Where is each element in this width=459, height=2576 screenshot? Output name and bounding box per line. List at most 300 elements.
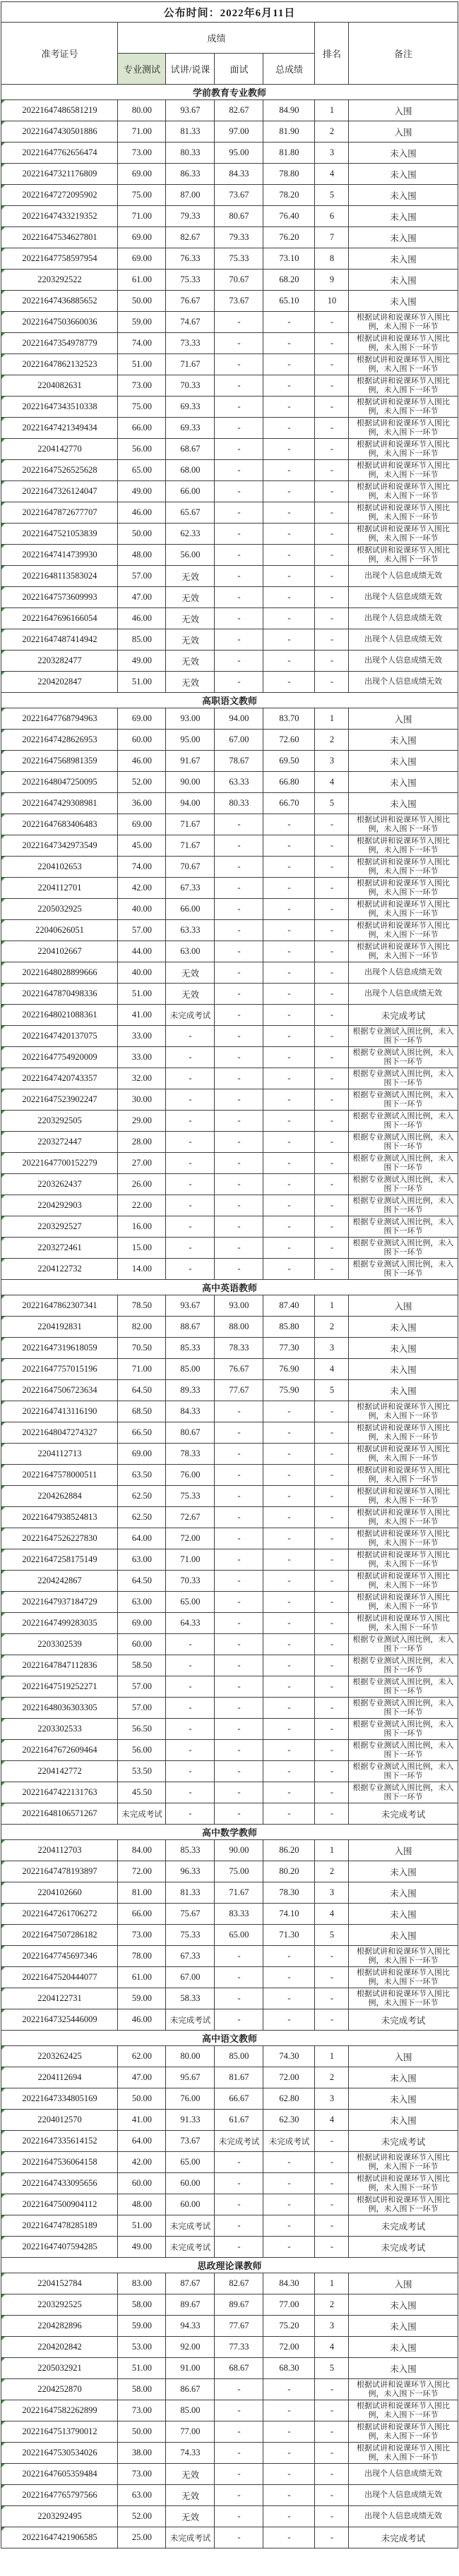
section-title: 高中英语教师 bbox=[1, 1280, 458, 1295]
interview-score-cell: - bbox=[215, 1111, 263, 1132]
pro-test-score-cell: 62.50 bbox=[118, 1507, 166, 1528]
pro-test-score-cell: 56.50 bbox=[118, 1719, 166, 1740]
interview-score-cell: 68.67 bbox=[215, 2358, 263, 2379]
total-score-cell: - bbox=[263, 2506, 315, 2527]
pro-test-score-cell: 50.00 bbox=[118, 291, 166, 312]
admission-no-cell: 2203262437 bbox=[1, 1174, 118, 1195]
pro-test-score-cell: 78.00 bbox=[118, 1946, 166, 1967]
interview-score-cell: - bbox=[215, 1422, 263, 1444]
lecture-score-cell: 无效 bbox=[166, 566, 215, 587]
pro-test-score-cell: 85.00 bbox=[118, 629, 166, 651]
remark-cell: 未完成考试 bbox=[349, 1803, 458, 1825]
remark-cell: 根据专业测试入围比例，未入围下一环节 bbox=[349, 1782, 458, 1803]
total-score-cell: - bbox=[263, 1761, 315, 1782]
pro-test-score-cell: 58.00 bbox=[118, 2294, 166, 2316]
admission-no-cell: 20221647582262899 bbox=[1, 2400, 118, 2421]
admission-no-cell: 20221647258175149 bbox=[1, 1549, 118, 1571]
rank-cell: - bbox=[315, 2379, 349, 2400]
lecture-score-cell: 70.67 bbox=[166, 857, 215, 878]
total-score-cell: - bbox=[263, 1259, 315, 1280]
admission-no-cell: 20221647422131763 bbox=[1, 1782, 118, 1803]
total-score-cell: - bbox=[263, 2485, 315, 2506]
lecture-score-cell: 未完成考试 bbox=[166, 1005, 215, 1026]
total-score-cell: - bbox=[263, 1740, 315, 1761]
total-score-cell: - bbox=[263, 1592, 315, 1613]
total-score-cell: - bbox=[263, 2173, 315, 2194]
admission-no-cell: 20221647872677707 bbox=[1, 502, 118, 524]
lecture-score-cell: 69.33 bbox=[166, 397, 215, 418]
column-header-rank: 排名 bbox=[315, 23, 349, 85]
interview-score-cell: - bbox=[215, 1259, 263, 1280]
total-score-cell: 65.10 bbox=[263, 291, 315, 312]
remark-cell: 根据试讲和说课环节入围比例，未入围下一环节 bbox=[349, 857, 458, 878]
remark-cell: 入围 bbox=[349, 1840, 458, 1861]
admission-no-cell: 2203302539 bbox=[1, 1634, 118, 1655]
interview-score-cell: - bbox=[215, 608, 263, 629]
total-score-cell: - bbox=[263, 1216, 315, 1238]
pro-test-score-cell: 60.00 bbox=[118, 2173, 166, 2194]
pro-test-score-cell: 15.00 bbox=[118, 1238, 166, 1259]
pro-test-score-cell: 64.00 bbox=[118, 2131, 166, 2152]
remark-cell: 未完成考试 bbox=[349, 2131, 458, 2152]
total-score-cell: - bbox=[263, 984, 315, 1005]
interview-score-cell: - bbox=[215, 1698, 263, 1719]
admission-no-cell: 2204202842 bbox=[1, 2337, 118, 2358]
pro-test-score-cell: 47.00 bbox=[118, 2067, 166, 2088]
pro-test-score-cell: 48.00 bbox=[118, 2194, 166, 2215]
interview-score-cell: 97.00 bbox=[215, 121, 263, 143]
total-score-cell: 77.00 bbox=[263, 2294, 315, 2316]
admission-no-cell: 20221647486581219 bbox=[1, 100, 118, 121]
interview-score-cell: 77.67 bbox=[215, 1380, 263, 1401]
total-score-cell: 81.80 bbox=[263, 143, 315, 164]
admission-no-cell: 2203292527 bbox=[1, 1216, 118, 1238]
admission-no-cell: 20221647534627801 bbox=[1, 227, 118, 248]
rank-cell: - bbox=[315, 545, 349, 566]
lecture-score-cell: 87.00 bbox=[166, 185, 215, 206]
total-score-cell: 78.80 bbox=[263, 164, 315, 185]
pro-test-score-cell: 64.00 bbox=[118, 1528, 166, 1549]
interview-score-cell: 85.00 bbox=[215, 2046, 263, 2067]
admission-no-cell: 20221647354978779 bbox=[1, 333, 118, 354]
total-score-cell: 66.70 bbox=[263, 793, 315, 814]
interview-score-cell: - bbox=[215, 1195, 263, 1216]
pro-test-score-cell: 73.00 bbox=[118, 1925, 166, 1946]
admission-no-cell: 20221647530534026 bbox=[1, 2443, 118, 2464]
admission-no-cell: 20221647519252271 bbox=[1, 1676, 118, 1698]
interview-score-cell: 79.33 bbox=[215, 227, 263, 248]
admission-no-cell: 20221647754920009 bbox=[1, 1047, 118, 1068]
lecture-score-cell: - bbox=[166, 1761, 215, 1782]
lecture-score-cell: 76.00 bbox=[166, 1465, 215, 1486]
rank-cell: 4 bbox=[315, 164, 349, 185]
interview-score-cell: - bbox=[215, 1761, 263, 1782]
admission-no-cell: 2205032925 bbox=[1, 899, 118, 920]
rank-cell: 3 bbox=[315, 2316, 349, 2337]
pro-test-score-cell: 71.00 bbox=[118, 121, 166, 143]
pro-test-score-cell: 75.00 bbox=[118, 185, 166, 206]
remark-cell: 根据试讲和说课环节入围比例，未入围下一环节 bbox=[349, 920, 458, 941]
pro-test-score-cell: 75.00 bbox=[118, 397, 166, 418]
remark-cell: 出现个人信息成绩无效 bbox=[349, 629, 458, 651]
admission-no-cell: 20221647421349434 bbox=[1, 418, 118, 439]
total-score-cell: 72.00 bbox=[263, 2067, 315, 2088]
table-row bbox=[1, 984, 458, 1005]
pro-test-score-cell: 71.00 bbox=[118, 1359, 166, 1380]
total-score-cell: - bbox=[263, 1946, 315, 1967]
rank-cell: - bbox=[315, 814, 349, 835]
admission-no-cell: 20221647568981359 bbox=[1, 751, 118, 772]
lecture-score-cell: 63.33 bbox=[166, 920, 215, 941]
table-row bbox=[1, 2009, 458, 2031]
interview-score-cell: - bbox=[215, 672, 263, 693]
remark-cell: 未完成考试 bbox=[349, 2527, 458, 2548]
remark-cell: 根据试讲和说课环节入围比例，未入围下一环节 bbox=[349, 2173, 458, 2194]
rank-cell: - bbox=[315, 2131, 349, 2152]
interview-score-cell: - bbox=[215, 1174, 263, 1195]
pro-test-score-cell: 45.50 bbox=[118, 1782, 166, 1803]
pro-test-score-cell: 51.00 bbox=[118, 672, 166, 693]
table-row bbox=[1, 1216, 458, 1238]
rank-cell: - bbox=[315, 920, 349, 941]
admission-no-cell: 20221647506723634 bbox=[1, 1380, 118, 1401]
interview-score-cell: - bbox=[215, 1005, 263, 1026]
interview-score-cell: - bbox=[215, 1803, 263, 1825]
pro-test-score-cell: 49.00 bbox=[118, 651, 166, 672]
remark-cell: 未入围 bbox=[349, 2067, 458, 2088]
interview-score-cell: 70.67 bbox=[215, 270, 263, 291]
table-row bbox=[1, 962, 458, 984]
admission-no-cell: 20221647768794963 bbox=[1, 708, 118, 730]
remark-cell: 未入围 bbox=[349, 248, 458, 270]
total-score-cell: - bbox=[263, 1967, 315, 1988]
lecture-score-cell: 67.00 bbox=[166, 1967, 215, 1988]
table-row bbox=[1, 1195, 458, 1216]
lecture-score-cell: - bbox=[166, 1719, 215, 1740]
pro-test-score-cell: 51.00 bbox=[118, 984, 166, 1005]
column-header-total: 总成绩 bbox=[263, 54, 315, 85]
table-row bbox=[1, 2067, 458, 2088]
rank-cell: - bbox=[315, 1549, 349, 1571]
table-row bbox=[1, 1465, 458, 1486]
total-score-cell: 未完成考试 bbox=[263, 2131, 315, 2152]
lecture-score-cell: - bbox=[166, 1195, 215, 1216]
remark-cell: 未入围 bbox=[349, 2088, 458, 2110]
table-row bbox=[1, 1422, 458, 1444]
rank-cell: 10 bbox=[315, 291, 349, 312]
admission-no-cell: 20221647334805169 bbox=[1, 2088, 118, 2110]
table-row bbox=[1, 333, 458, 354]
admission-no-cell: 20221647272095902 bbox=[1, 185, 118, 206]
lecture-score-cell: 65.67 bbox=[166, 502, 215, 524]
rank-cell: 3 bbox=[315, 751, 349, 772]
table-row bbox=[1, 1047, 458, 1068]
remark-cell: 出现个人信息成绩无效 bbox=[349, 962, 458, 984]
rank-cell: - bbox=[315, 1089, 349, 1111]
remark-cell: 未入围 bbox=[349, 1925, 458, 1946]
rank-cell: - bbox=[315, 1946, 349, 1967]
interview-score-cell: 80.67 bbox=[215, 206, 263, 227]
rank-cell: - bbox=[315, 2173, 349, 2194]
interview-score-cell: - bbox=[215, 1153, 263, 1174]
rank-cell: - bbox=[315, 1216, 349, 1238]
remark-cell: 根据试讲和说课环节入围比例，未入围下一环节 bbox=[349, 545, 458, 566]
remark-cell: 根据试讲和说课环节入围比例，未入围下一环节 bbox=[349, 1549, 458, 1571]
remark-cell: 根据试讲和说课环节入围比例，未入围下一环节 bbox=[349, 814, 458, 835]
rank-cell: 2 bbox=[315, 1861, 349, 1882]
admission-no-cell: 20221647862132523 bbox=[1, 354, 118, 375]
total-score-cell: - bbox=[263, 1803, 315, 1825]
admission-no-cell: 2204192831 bbox=[1, 1317, 118, 1338]
rank-cell: - bbox=[315, 1068, 349, 1089]
pro-test-score-cell: 57.00 bbox=[118, 1676, 166, 1698]
total-score-cell: 84.90 bbox=[263, 100, 315, 121]
remark-cell: 未入围 bbox=[349, 164, 458, 185]
admission-no-cell: 2204142770 bbox=[1, 439, 118, 460]
rank-cell: - bbox=[315, 899, 349, 920]
table-row bbox=[1, 1782, 458, 1803]
table-row bbox=[1, 1507, 458, 1528]
section-header-row bbox=[1, 2031, 458, 2046]
remark-cell: 根据专业测试入围比例，未入围下一环节 bbox=[349, 1153, 458, 1174]
remark-cell: 未入围 bbox=[349, 2337, 458, 2358]
admission-no-cell: 2203302533 bbox=[1, 1719, 118, 1740]
pro-test-score-cell: 57.00 bbox=[118, 920, 166, 941]
pro-test-score-cell: 14.00 bbox=[118, 1259, 166, 1280]
admission-no-cell: 20221647343510338 bbox=[1, 397, 118, 418]
pro-test-score-cell: 71.00 bbox=[118, 206, 166, 227]
admission-no-cell: 20221647433095656 bbox=[1, 2173, 118, 2194]
interview-score-cell: - bbox=[215, 941, 263, 962]
title-row bbox=[1, 2, 458, 23]
remark-cell: 根据专业测试入围比例，未入围下一环节 bbox=[349, 1195, 458, 1216]
table-row bbox=[1, 1238, 458, 1259]
table-row bbox=[1, 2358, 458, 2379]
remark-cell: 未入围 bbox=[349, 1317, 458, 1338]
admission-no-cell: 20221647938524813 bbox=[1, 1507, 118, 1528]
rank-cell: 1 bbox=[315, 1295, 349, 1317]
admission-no-cell: 20221647487414942 bbox=[1, 629, 118, 651]
pro-test-score-cell: 42.00 bbox=[118, 878, 166, 899]
admission-no-cell: 2204012570 bbox=[1, 2110, 118, 2131]
remark-cell: 未完成考试 bbox=[349, 1005, 458, 1026]
interview-score-cell: 82.67 bbox=[215, 2273, 263, 2294]
table-row bbox=[1, 227, 458, 248]
table-row bbox=[1, 1946, 458, 1967]
admission-no-cell: 20221647937184729 bbox=[1, 1592, 118, 1613]
rank-cell: 2 bbox=[315, 1317, 349, 1338]
total-score-cell: - bbox=[263, 1465, 315, 1486]
rank-cell: - bbox=[315, 941, 349, 962]
table-row bbox=[1, 629, 458, 651]
total-score-cell: 71.30 bbox=[263, 1925, 315, 1946]
table-row bbox=[1, 206, 458, 227]
interview-score-cell: 84.33 bbox=[215, 164, 263, 185]
interview-score-cell: - bbox=[215, 2173, 263, 2194]
table-row bbox=[1, 1295, 458, 1317]
rank-cell: - bbox=[315, 1528, 349, 1549]
table-row bbox=[1, 545, 458, 566]
admission-no-cell: 22040626051 bbox=[1, 920, 118, 941]
pro-test-score-cell: 29.00 bbox=[118, 1111, 166, 1132]
rank-cell: - bbox=[315, 1401, 349, 1422]
table-row bbox=[1, 397, 458, 418]
rank-cell: 6 bbox=[315, 206, 349, 227]
admission-no-cell: 20221647847112836 bbox=[1, 1655, 118, 1676]
admission-no-cell: 2204082631 bbox=[1, 375, 118, 397]
rank-cell: - bbox=[315, 1571, 349, 1592]
rank-cell: - bbox=[315, 460, 349, 481]
table-row bbox=[1, 708, 458, 730]
lecture-score-cell: 71.67 bbox=[166, 814, 215, 835]
pro-test-score-cell: 63.50 bbox=[118, 1465, 166, 1486]
pro-test-score-cell: 60.00 bbox=[118, 730, 166, 751]
remark-cell: 未入围 bbox=[349, 772, 458, 793]
lecture-score-cell: 95.67 bbox=[166, 2067, 215, 2088]
table-row bbox=[1, 751, 458, 772]
lecture-score-cell: 68.00 bbox=[166, 460, 215, 481]
rank-cell: - bbox=[315, 481, 349, 502]
rank-cell: 5 bbox=[315, 185, 349, 206]
table-row bbox=[1, 375, 458, 397]
table-row bbox=[1, 608, 458, 629]
lecture-score-cell: 86.67 bbox=[166, 2379, 215, 2400]
remark-cell: 未入围 bbox=[349, 2110, 458, 2131]
rank-cell: 2 bbox=[315, 730, 349, 751]
pro-test-score-cell: 69.00 bbox=[118, 164, 166, 185]
remark-cell: 根据试讲和说课环节入围比例，未入围下一环节 bbox=[349, 312, 458, 333]
remark-cell: 根据专业测试入围比例，未入围下一环节 bbox=[349, 1761, 458, 1782]
remark-cell: 根据试讲和说课环节入围比例，未入围下一环节 bbox=[349, 2194, 458, 2215]
remark-cell: 出现个人信息成绩无效 bbox=[349, 608, 458, 629]
table-row bbox=[1, 524, 458, 545]
lecture-score-cell: 91.00 bbox=[166, 2358, 215, 2379]
admission-no-cell: 20221647499283035 bbox=[1, 1613, 118, 1634]
pro-test-score-cell: 58.00 bbox=[118, 2379, 166, 2400]
lecture-score-cell: 85.00 bbox=[166, 2400, 215, 2421]
interview-score-cell: - bbox=[215, 1988, 263, 2009]
section-title: 高中语文教师 bbox=[1, 2031, 458, 2046]
pro-test-score-cell: 64.50 bbox=[118, 1571, 166, 1592]
remark-cell: 未入围 bbox=[349, 1338, 458, 1359]
admission-no-cell: 20221647413116190 bbox=[1, 1401, 118, 1422]
column-header-remark: 备注 bbox=[349, 23, 458, 85]
table-row bbox=[1, 1089, 458, 1111]
rank-cell: 4 bbox=[315, 772, 349, 793]
total-score-cell: 87.40 bbox=[263, 1295, 315, 1317]
rank-cell: - bbox=[315, 1047, 349, 1068]
total-score-cell: - bbox=[263, 587, 315, 608]
pro-test-score-cell: 83.00 bbox=[118, 2273, 166, 2294]
remark-cell: 未入围 bbox=[349, 227, 458, 248]
remark-cell: 根据试讲和说课环节入围比例，未入围下一环节 bbox=[349, 941, 458, 962]
admission-no-cell: 20221647520444077 bbox=[1, 1967, 118, 1988]
admission-no-cell: 20221647765797566 bbox=[1, 2485, 118, 2506]
total-score-cell: - bbox=[263, 1988, 315, 2009]
lecture-score-cell: - bbox=[166, 1026, 215, 1047]
table-row bbox=[1, 1259, 458, 1280]
pro-test-score-cell: 16.00 bbox=[118, 1216, 166, 1238]
pro-test-score-cell: 57.00 bbox=[118, 566, 166, 587]
interview-score-cell: - bbox=[215, 1465, 263, 1486]
rank-cell: - bbox=[315, 984, 349, 1005]
lecture-score-cell: 56.00 bbox=[166, 545, 215, 566]
interview-score-cell: - bbox=[215, 545, 263, 566]
admission-no-cell: 20221648047274327 bbox=[1, 1422, 118, 1444]
pro-test-score-cell: 73.00 bbox=[118, 143, 166, 164]
lecture-score-cell: 74.33 bbox=[166, 2443, 215, 2464]
total-score-cell: - bbox=[263, 1719, 315, 1740]
admission-no-cell: 2203292505 bbox=[1, 1111, 118, 1132]
lecture-score-cell: 94.00 bbox=[166, 793, 215, 814]
rank-cell: - bbox=[315, 1740, 349, 1761]
remark-cell: 根据试讲和说课环节入围比例，未入围下一环节 bbox=[349, 1444, 458, 1465]
remark-cell: 根据专业测试入围比例，未入围下一环节 bbox=[349, 1740, 458, 1761]
remark-cell: 根据专业测试入围比例，未入围下一环节 bbox=[349, 1698, 458, 1719]
table-row bbox=[1, 502, 458, 524]
admission-no-cell: 20221647513790012 bbox=[1, 2421, 118, 2443]
interview-score-cell: - bbox=[215, 1047, 263, 1068]
total-score-cell: 83.70 bbox=[263, 708, 315, 730]
pro-test-score-cell: 61.00 bbox=[118, 270, 166, 291]
remark-cell: 根据试讲和说课环节入围比例，未入围下一环节 bbox=[349, 1946, 458, 1967]
admission-no-cell: 20221647573609993 bbox=[1, 587, 118, 608]
remark-cell: 入围 bbox=[349, 1295, 458, 1317]
table-row bbox=[1, 1967, 458, 1988]
lecture-score-cell: 75.33 bbox=[166, 1925, 215, 1946]
score-results-table bbox=[1, 1, 458, 2548]
table-row bbox=[1, 1882, 458, 1904]
lecture-score-cell: - bbox=[166, 1132, 215, 1153]
total-score-cell: - bbox=[263, 418, 315, 439]
section-header-row bbox=[1, 1825, 458, 1840]
remark-cell: 根据专业测试入围比例，未入围下一环节 bbox=[349, 1676, 458, 1698]
rank-cell: - bbox=[315, 333, 349, 354]
interview-score-cell: 77.67 bbox=[215, 2316, 263, 2337]
pro-test-score-cell: 30.00 bbox=[118, 1089, 166, 1111]
total-score-cell: - bbox=[263, 1782, 315, 1803]
rank-cell: - bbox=[315, 1238, 349, 1259]
rank-cell: - bbox=[315, 962, 349, 984]
remark-cell: 根据试讲和说课环节入围比例，未入围下一环节 bbox=[349, 2400, 458, 2421]
total-score-cell: - bbox=[263, 397, 315, 418]
rank-cell: 4 bbox=[315, 1904, 349, 1925]
rank-cell: - bbox=[315, 354, 349, 375]
table-row bbox=[1, 2046, 458, 2067]
pro-test-score-cell: 62.50 bbox=[118, 1486, 166, 1507]
total-score-cell: - bbox=[263, 2009, 315, 2031]
lecture-score-cell: 无效 bbox=[166, 2464, 215, 2485]
total-score-cell: - bbox=[263, 1676, 315, 1698]
interview-score-cell: - bbox=[215, 1549, 263, 1571]
lecture-score-cell: - bbox=[166, 1089, 215, 1111]
lecture-score-cell: 65.00 bbox=[166, 1592, 215, 1613]
lecture-score-cell: 88.67 bbox=[166, 1317, 215, 1338]
total-score-cell: - bbox=[263, 1089, 315, 1111]
lecture-score-cell: 89.33 bbox=[166, 1380, 215, 1401]
total-score-cell: - bbox=[263, 2152, 315, 2173]
pro-test-score-cell: 未完成考试 bbox=[118, 1803, 166, 1825]
remark-cell: 出现个人信息成绩无效 bbox=[349, 2506, 458, 2527]
rank-cell: - bbox=[315, 857, 349, 878]
interview-score-cell: - bbox=[215, 460, 263, 481]
pro-test-score-cell: 40.00 bbox=[118, 962, 166, 984]
interview-score-cell: - bbox=[215, 333, 263, 354]
admission-no-cell: 2204142772 bbox=[1, 1761, 118, 1782]
total-score-cell: - bbox=[263, 835, 315, 857]
remark-cell: 未入围 bbox=[349, 1359, 458, 1380]
remark-cell: 根据试讲和说课环节入围比例，未入围下一环节 bbox=[349, 1465, 458, 1486]
